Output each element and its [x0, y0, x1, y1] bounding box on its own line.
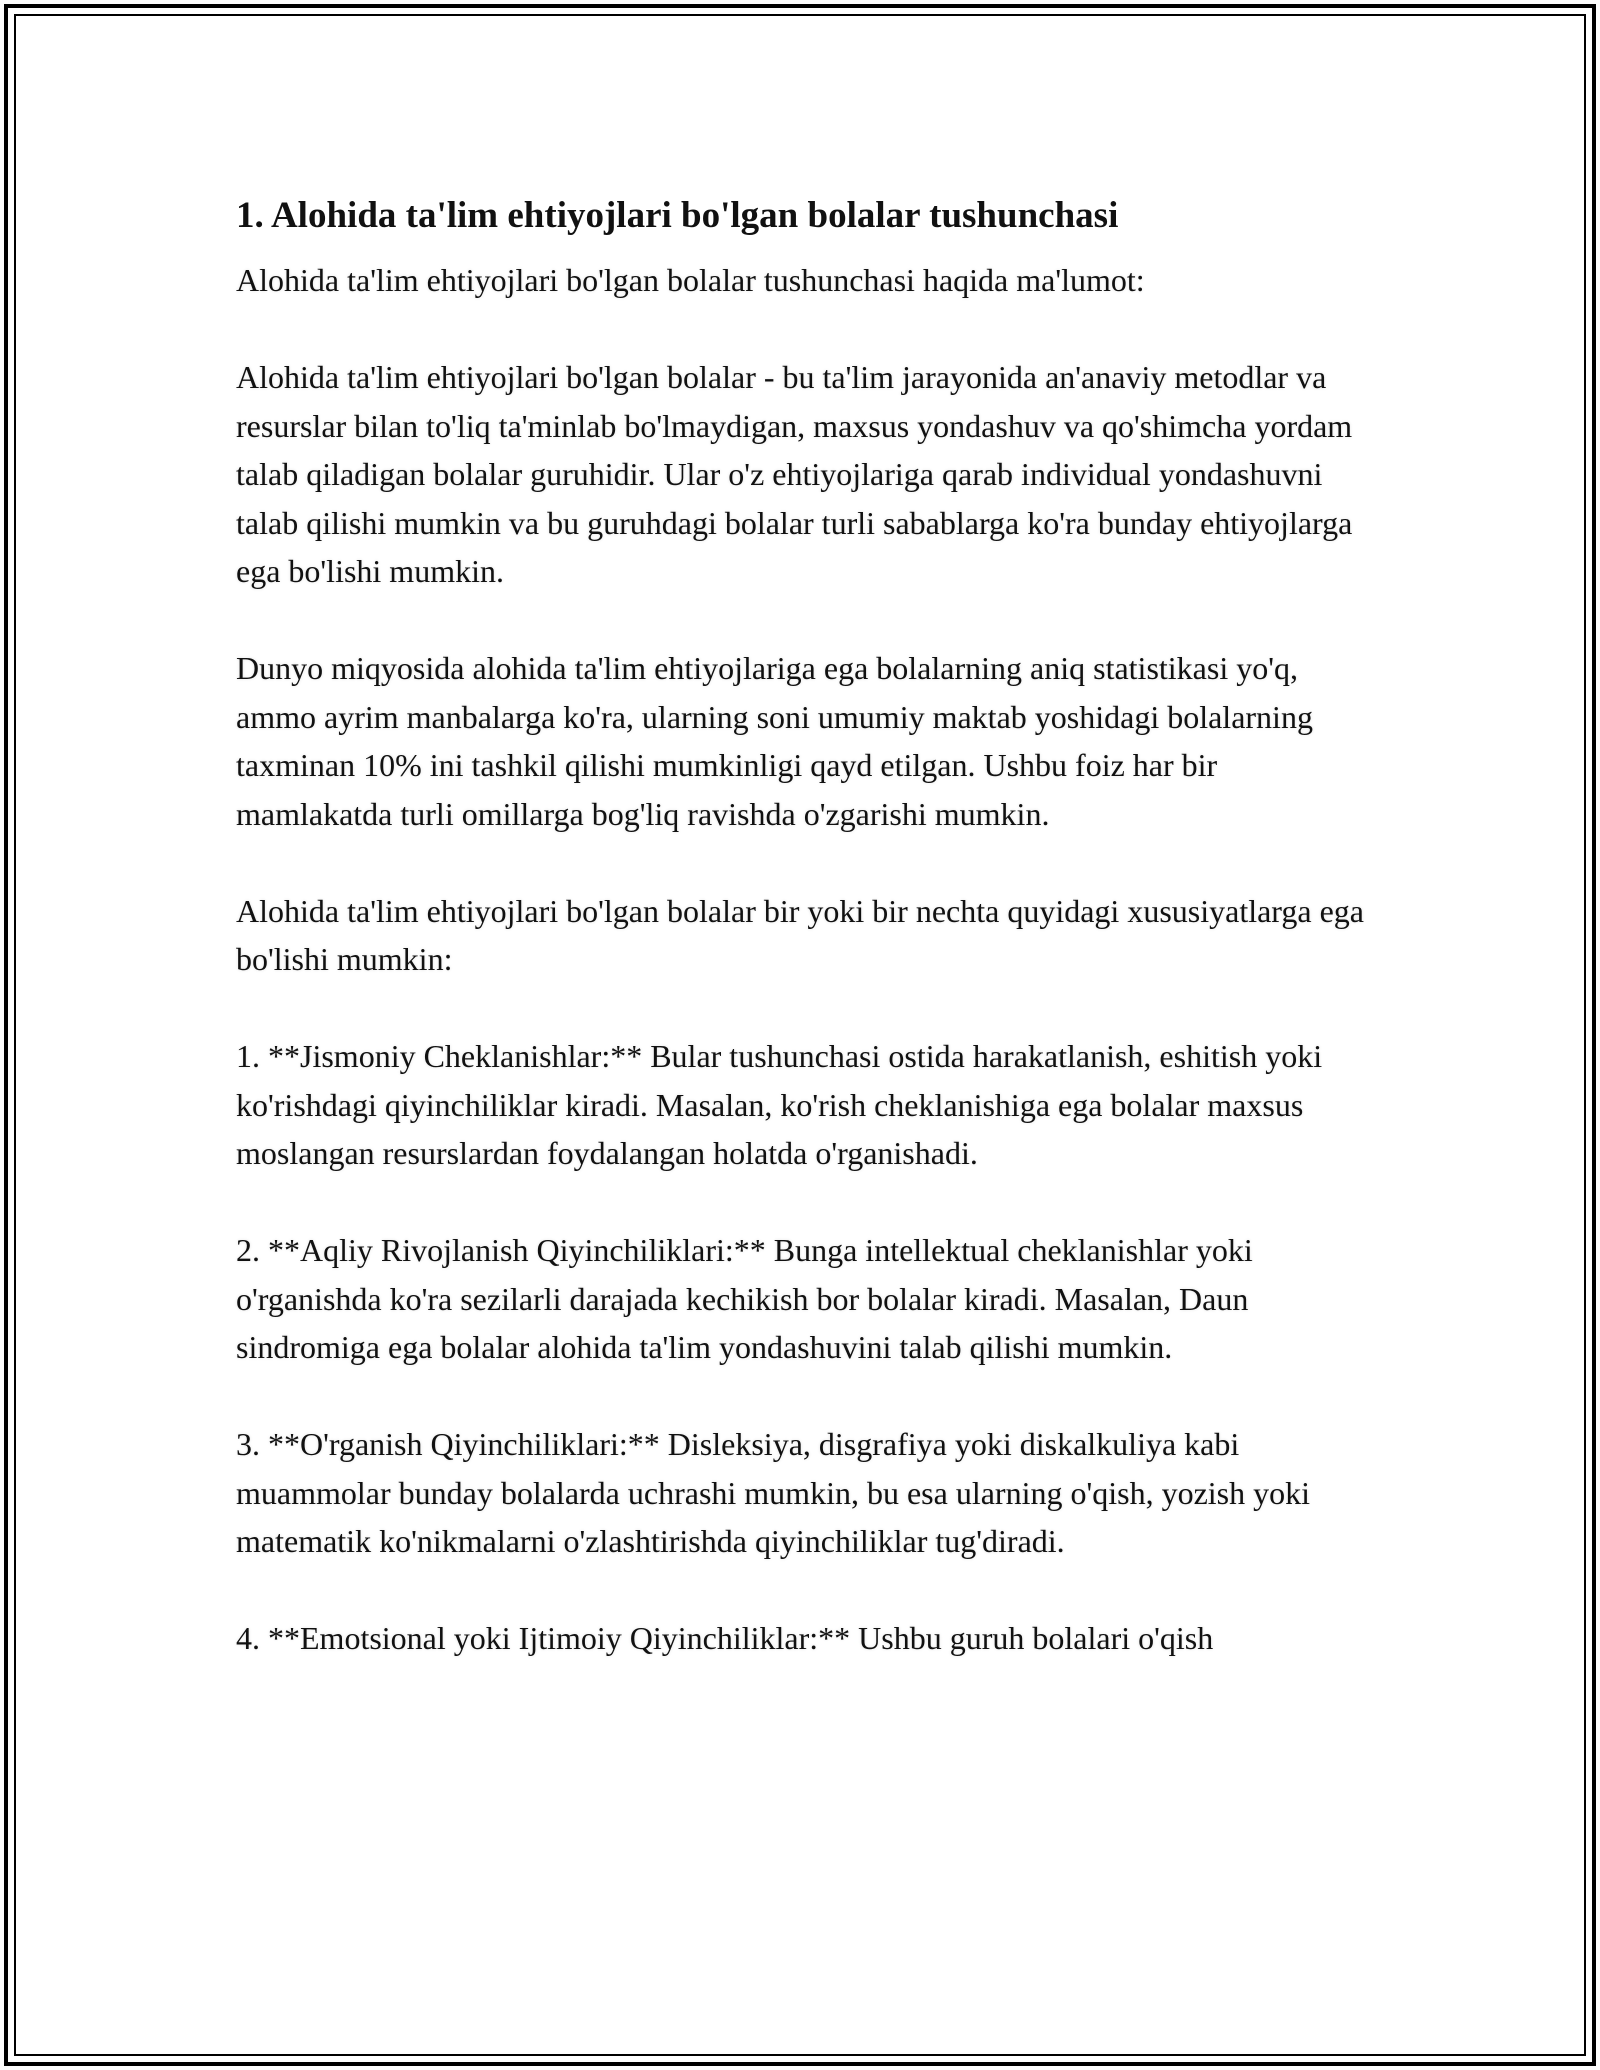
list-item-intellectual: 2. **Aqliy Rivojlanish Qiyinchiliklari:** Bunga intellektual cheklanishlar yoki o'rganishda ko'ra sezilarli darajada kechikish bor bolalar kiradi. Masalan, Daun sindromiga ega bolalar alohida ta'lim yondashuvini talab qilishi mumkin.	[236, 1232, 1253, 1365]
list-item-physical: 1. **Jismoniy Cheklanishlar:** Bular tushunchasi ostida harakatlanish, eshitish yoki ko'rishdagi qiyinchiliklar kiradi. Masalan, ko'rish cheklanishiga ega bolalar maxsus moslangan resurslardan foydalangan holatda o'rganishadi.	[236, 1038, 1323, 1171]
list-item-emotional: 4. **Emotsional yoki Ijtimoiy Qiyinchiliklar:** Ushbu guruh bolalari o'qish	[236, 1620, 1214, 1656]
section-heading: 1. Alohida ta'lim ehtiyojlari bo'lgan bolalar tushunchasi	[236, 195, 1119, 236]
list-item-learning: 3. **O'rganish Qiyinchiliklari:** Disleksiya, disgrafiya yoki diskalkuliya kabi muammolar bunday bolalarda uchrashi mumkin, bu esa ularning o'qish, yozish yoki matematik ko'nikmalarni o'zlashtirishda qiyinchiliklar tug'diradi.	[236, 1426, 1310, 1559]
definition-paragraph: Alohida ta'lim ehtiyojlari bo'lgan bolalar - bu ta'lim jarayonida an'anaviy metodlar va resurslar bilan to'liq ta'minlab bo'lmaydigan, maxsus yondashuv va qo'shimcha yordam talab qiladigan bolalar guruhidir. Ular o'z ehtiyojlariga qarab individual yondashuvni talab qilishi mumkin va bu guruhdagi bolalar turli sabablarga ko'ra bunday ehtiyojlarga ega bo'lishi mumkin.	[236, 359, 1353, 589]
statistics-paragraph: Dunyo miqyosida alohida ta'lim ehtiyojlariga ega bolalarning aniq statistikasi yo'q, ammo ayrim manbalarga ko'ra, ularning soni umumiy maktab yoshidagi bolalarning taxminan 10% ini tashkil qilishi mumkinligi qayd etilgan. Ushbu foiz har bir mamlakatda turli omillarga bog'liq ravishda o'zgarishi mumkin.	[236, 650, 1313, 832]
characteristics-intro-paragraph: Alohida ta'lim ehtiyojlari bo'lgan bolalar bir yoki bir nechta quyidagi xususiyatlarga ega bo'lishi mumkin:	[236, 892, 1364, 977]
intro-paragraph: Alohida ta'lim ehtiyojlari bo'lgan bolalar tushunchasi haqida ma'lumot:	[236, 262, 1145, 298]
document-body	[236, 186, 1376, 1663]
